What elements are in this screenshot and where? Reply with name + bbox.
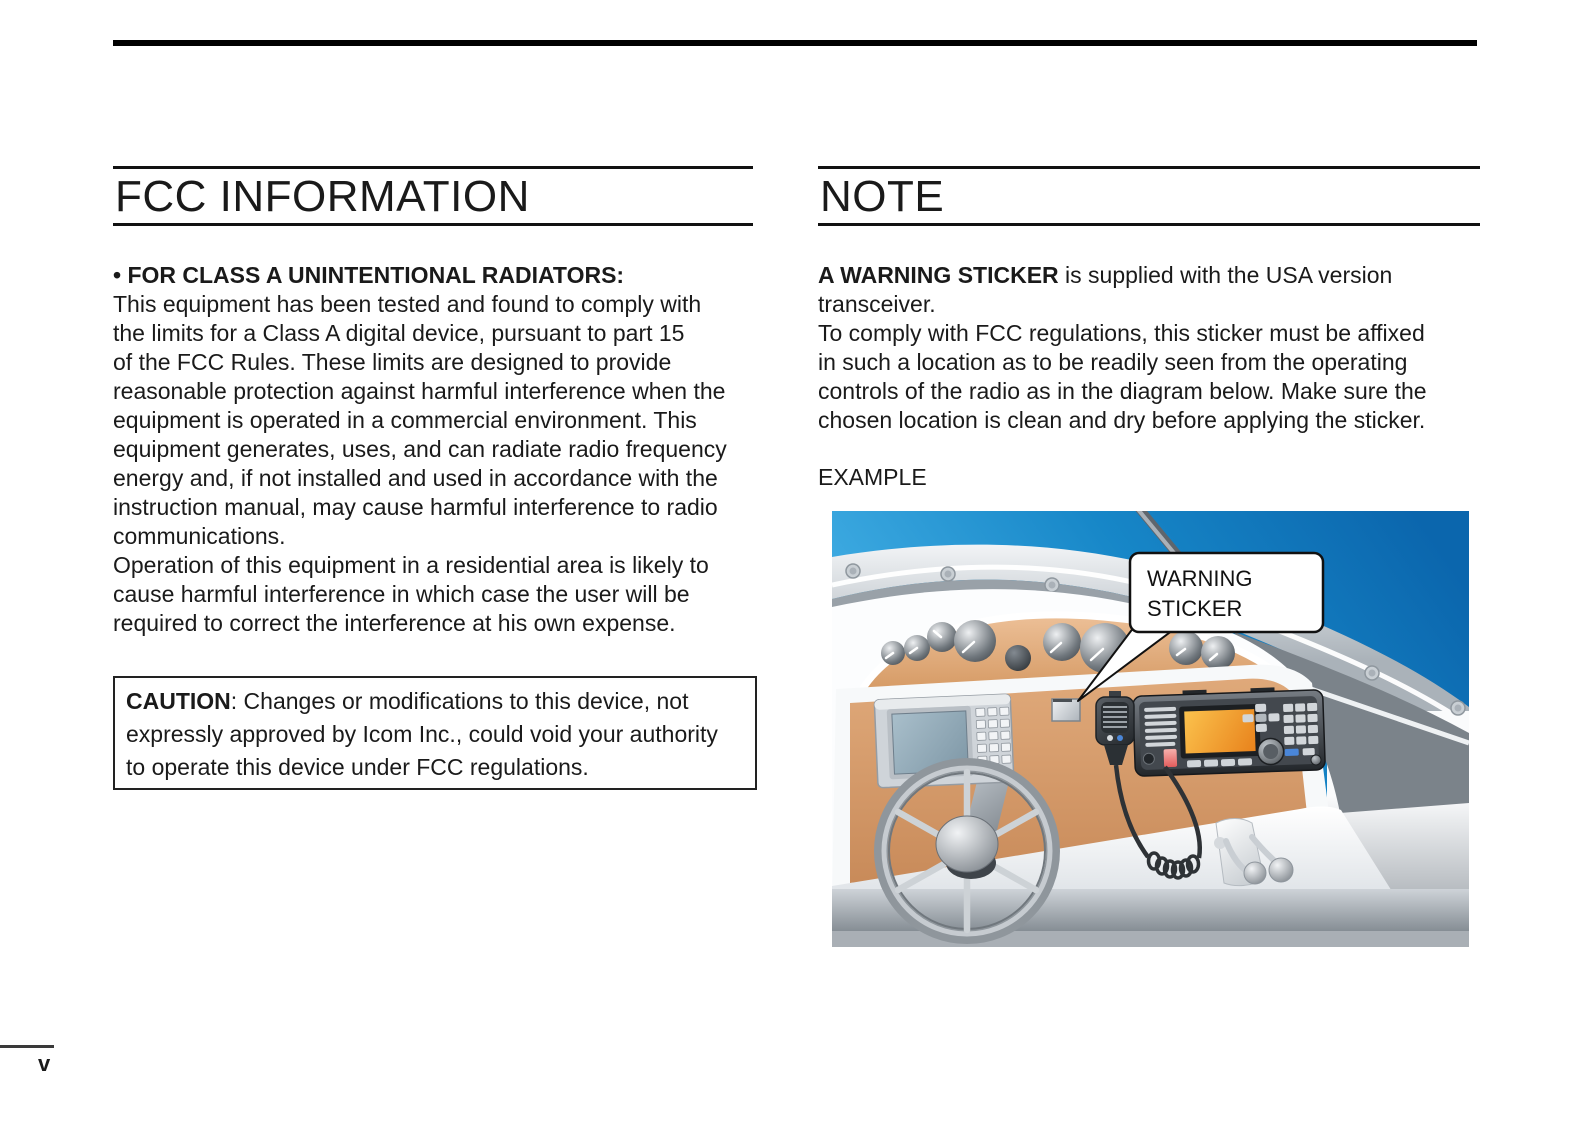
fcc-body-line: • FOR CLASS A UNINTENTIONAL RADIATORS: [113,262,625,288]
bolt-icon [1045,578,1059,592]
note-section-heading: NOTE [818,166,1480,226]
fcc-body-line: energy and, if not installed and used in accordance with the [113,465,718,491]
note-body-text [818,261,1427,435]
note-body-line: transceiver. [818,291,936,317]
note-body-line: controls of the radio as in the diagram below. Make sure the [818,378,1427,404]
fcc-body-line: cause harmful interference in which case the user will be [113,581,690,607]
distress-button [1164,749,1178,767]
radio-blue-key [1285,749,1299,756]
fcc-body-line: the limits for a Class A digital device, pursuant to part 15 [113,320,685,346]
callout-text-line1: WARNING [1147,566,1253,591]
fcc-body-line: reasonable protection against harmful interference when the [113,378,726,404]
fcc-body-line: This equipment has been tested and found to comply with [113,291,702,317]
fcc-body-line: of the FCC Rules. These limits are designed to provide [113,349,672,375]
gauge-icon [1005,645,1031,671]
note-body-line: A WARNING STICKER is supplied with the USA version [818,262,1393,288]
gauge-icon [927,622,957,652]
note-body-line: chosen location is clean and dry before applying the sticker. [818,407,1426,433]
caution-box [113,676,757,790]
gauge-icon [1169,631,1203,665]
footer-rule [0,1045,54,1048]
note-body-line: in such a location as to be readily seen from the operating [818,349,1408,375]
mic-jack [1143,753,1154,764]
fcc-section-heading: FCC INFORMATION [113,166,753,226]
bolt-icon [1365,666,1379,680]
bolt-icon [941,567,955,581]
warning-sticker [1052,699,1080,721]
fcc-body-text [113,261,727,638]
fcc-body-line: required to correct the interference at his own expense. [113,610,676,636]
caution-line: expressly approved by Icom Inc., could void your authority [126,721,718,747]
example-label: EXAMPLE [818,464,927,490]
gauge-icon [904,635,930,661]
fcc-body-line: equipment generates, uses, and can radiate radio frequency [113,436,727,462]
fcc-body-line: instruction manual, may cause harmful interference to radio [113,494,718,520]
gauge-icon [954,620,996,662]
callout-text-line2: STICKER [1147,596,1243,621]
caution-line: to operate this device under FCC regulations. [126,754,589,780]
caution-line: CAUTION: Changes or modifications to this device, not [126,688,689,714]
marine-radio [1133,686,1326,777]
note-body-line: To comply with FCC regulations, this sticker must be affixed [818,320,1425,346]
gauge-icon [881,641,905,665]
fcc-body-line: communications. [113,523,286,549]
volume-knob [1311,755,1321,765]
gauge-icon [1043,623,1081,661]
bolt-icon [846,564,860,578]
fcc-body-line: equipment is operated in a commercial environment. This [113,407,697,433]
dashboard-illustration [832,511,1469,947]
top-rule [113,40,1477,46]
gauge-icon [1201,636,1235,670]
bolt-icon [1451,701,1465,715]
page-number: v [38,1051,51,1076]
fcc-body-line: Operation of this equipment in a residential area is likely to [113,552,709,578]
